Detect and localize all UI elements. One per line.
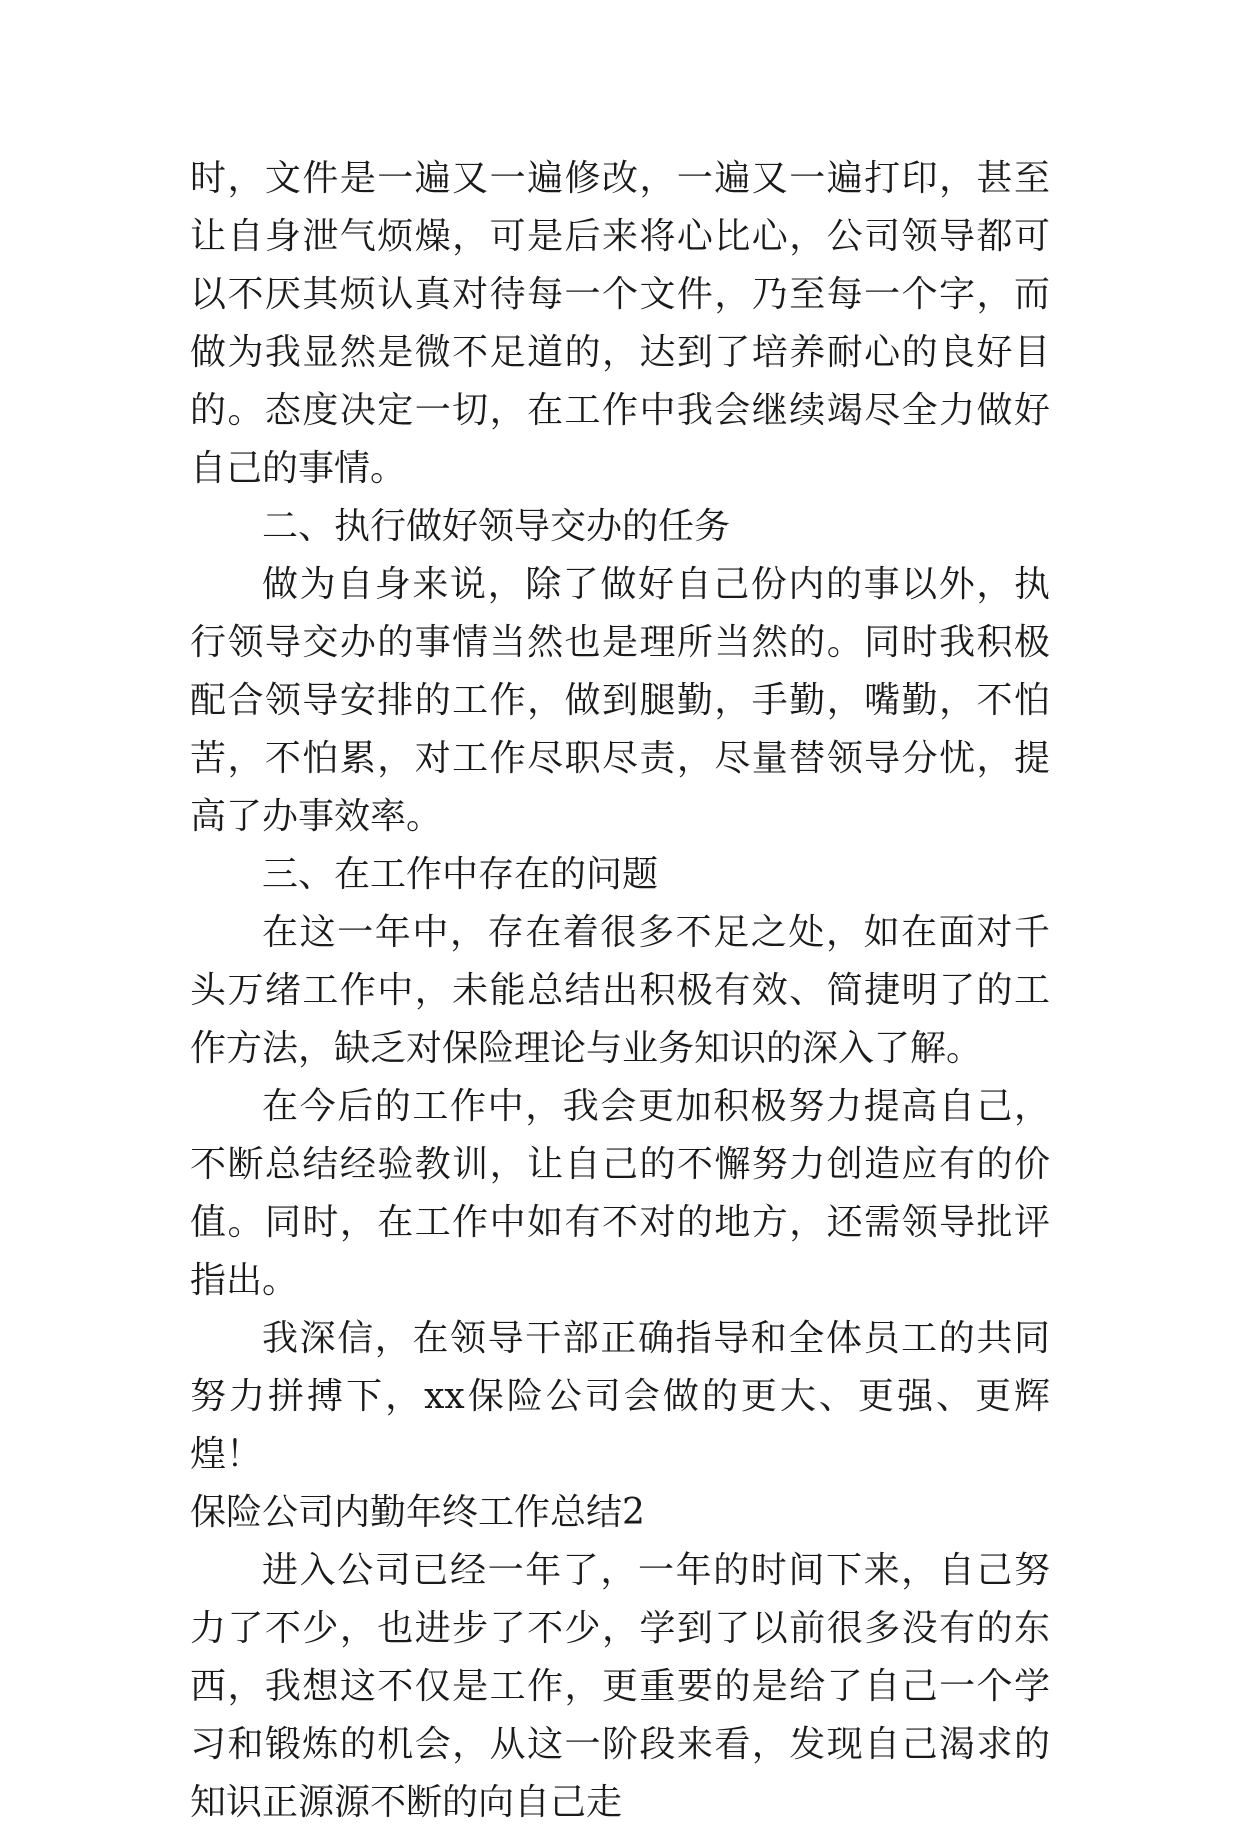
- section-heading-2: 二、执行做好领导交办的任务: [262, 506, 731, 547]
- document-title: 保险公司内勤年终工作总结2: [190, 1492, 645, 1533]
- paragraph-body: 做为自身来说，除了做好自己份内的事以外，执行领导交办的事情当然也是理所当然的。同时我积极配合领导安排的工作，做到腿勤，手勤，嘴勤，不怕苦，不怕累，对工作尽职尽责，尽量替领导分忧，提高了办事效率。: [190, 564, 1050, 837]
- paragraph-continuation: 时，文件是一遍又一遍修改，一遍又一遍打印，甚至让自身泄气烦燥，可是后来将心比心，公司领导都可以不厌其烦认真对待每一个文件，乃至每一个字，而做为我显然是微不足道的，达到了培养耐心的良好目的。态度决定一切，在工作中我会继续竭尽全力做好自己的事情。: [190, 158, 1050, 489]
- paragraph-body: 在今后的工作中，我会更加积极努力提高自己，不断总结经验教训，让自己的不懈努力创造应有的价值。同时，在工作中如有不对的地方，还需领导批评指出。: [190, 1086, 1050, 1301]
- paragraph-body: 我深信，在领导干部正确指导和全体员工的共同努力拼搏下，xx保险公司会做的更大、更强、更辉煌！: [190, 1318, 1050, 1475]
- paragraph-body: 进入公司已经一年了，一年的时间下来，自己努力了不少，也进步了不少，学到了以前很多没有的东西，我想这不仅是工作，更重要的是给了自己一个学习和锻炼的机会，从这一阶段来看，发现自己渴求的知识正源源不断的向自己走: [190, 1550, 1050, 1823]
- paragraph-body: 在这一年中，存在着很多不足之处，如在面对千头万绪工作中，未能总结出积极有效、简捷明了的工作方法，缺乏对保险理论与业务知识的深入了解。: [190, 912, 1050, 1069]
- section-heading-3: 三、在工作中存在的问题: [262, 854, 659, 895]
- document-page: [190, 150, 1050, 1832]
